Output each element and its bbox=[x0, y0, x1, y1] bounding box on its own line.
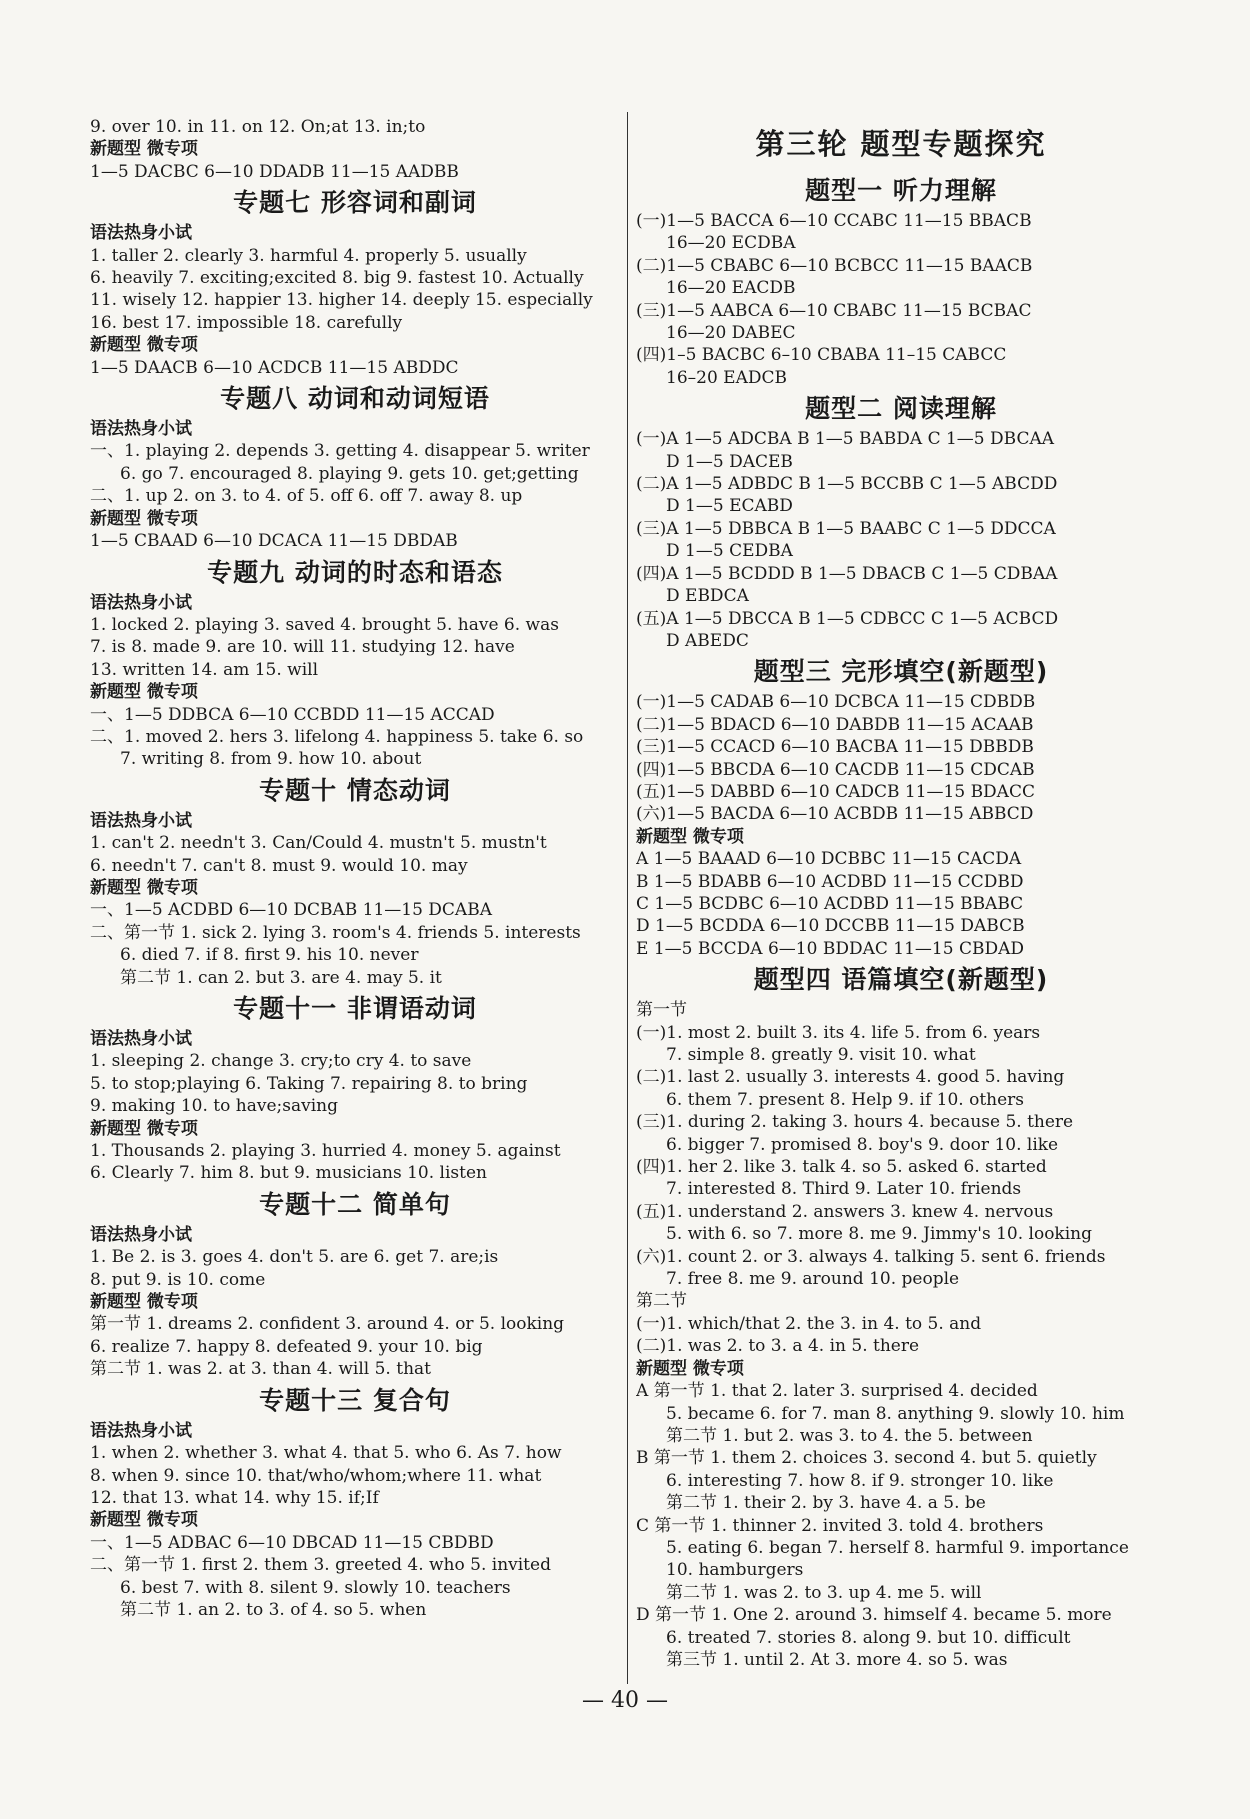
answer-line: (二)1—5 CBABC 6—10 BCBCC 11—15 BAACB bbox=[636, 255, 1033, 276]
answer-line: (一)A 1—5 ADCBA B 1—5 BABDA C 1—5 DBCAA bbox=[636, 429, 1055, 450]
subsection-label: 语法热身小试 bbox=[90, 419, 192, 440]
answer-line: D 1—5 CEDBA bbox=[666, 541, 793, 562]
answer-line: 第二节 1. their 2. by 3. have 4. a 5. be bbox=[666, 1493, 986, 1514]
section-heading: 专题十 情态动词 bbox=[259, 775, 451, 805]
answer-line: 二、1. up 2. on 3. to 4. of 5. off 6. off 7. away 8. up bbox=[90, 486, 523, 507]
subsection-label: 语法热身小试 bbox=[90, 223, 192, 244]
answer-line: 第二节 bbox=[636, 1291, 687, 1312]
answer-line: (三)1—5 CCACD 6—10 BACBA 11—15 DBBDB bbox=[636, 737, 1034, 758]
answer-line: D ABEDC bbox=[666, 630, 749, 651]
answer-line: 1—5 DAACB 6—10 ACDCB 11—15 ABDDC bbox=[90, 357, 459, 378]
answer-line: 16—20 DABEC bbox=[666, 323, 796, 344]
answer-line: 1—5 CBAAD 6—10 DCACA 11—15 DBDAB bbox=[90, 531, 458, 552]
answer-line: 1. when 2. whether 3. what 4. that 5. who 6. As 7. how bbox=[90, 1443, 562, 1464]
answer-line: 1. Be 2. is 3. goes 4. don't 5. are 6. get 7. are;is bbox=[90, 1247, 499, 1268]
answer-line: (一)1—5 CADAB 6—10 DCBCA 11—15 CDBDB bbox=[636, 692, 1036, 713]
answer-line: 二、1. moved 2. hers 3. lifelong 4. happiness 5. take 6. so bbox=[90, 726, 584, 747]
answer-line: 16—20 ECDBA bbox=[666, 233, 796, 254]
answer-line: (二)1. was 2. to 3. a 4. in 5. there bbox=[636, 1336, 920, 1357]
answer-line: 5. to stop;playing 6. Taking 7. repairing 8. to bring bbox=[90, 1073, 528, 1094]
answer-line: 13. written 14. am 15. will bbox=[90, 659, 319, 680]
answer-line: (四)A 1—5 BCDDD B 1—5 DBACB C 1—5 CDBAA bbox=[636, 563, 1058, 584]
answer-line: 12. that 13. what 14. why 15. if;If bbox=[90, 1487, 379, 1508]
answer-line: 6. best 7. with 8. silent 9. slowly 10. teachers bbox=[120, 1577, 511, 1598]
page-number: — 40 — bbox=[582, 1688, 668, 1713]
subsection-label: 新题型 微专项 bbox=[90, 877, 198, 898]
answer-line: D 1—5 BCDDA 6—10 DCCBB 11—15 DABCB bbox=[636, 916, 1025, 937]
answer-line: 6. died 7. if 8. first 9. his 10. never bbox=[120, 945, 419, 966]
answer-line: C 1—5 BCDBC 6—10 ACDBD 11—15 BBABC bbox=[636, 893, 1024, 914]
answer-line: (一)1—5 BACCA 6—10 CCABC 11—15 BBACB bbox=[636, 211, 1032, 231]
answer-line: 6. needn't 7. can't 8. must 9. would 10. may bbox=[90, 855, 468, 876]
answer-line: (四)1. her 2. like 3. talk 4. so 5. asked 6. started bbox=[636, 1157, 1047, 1178]
answer-line: 5. eating 6. began 7. herself 8. harmful 9. importance bbox=[666, 1537, 1129, 1558]
answer-line: 6. heavily 7. exciting;excited 8. big 9. fastest 10. Actually bbox=[90, 268, 584, 289]
subsection-label: 新题型 微专项 bbox=[90, 1292, 198, 1313]
answer-line: 一、1—5 DDBCA 6—10 CCBDD 11—15 ACCAD bbox=[90, 704, 495, 725]
answer-line: 第三节 1. until 2. At 3. more 4. so 5. was bbox=[666, 1649, 1008, 1670]
right-column bbox=[636, 116, 1166, 1671]
answer-line: B 1—5 BDABB 6—10 ACDBD 11—15 CCDBD bbox=[636, 871, 1024, 892]
answer-line: 第二节 1. was 2. at 3. than 4. will 5. that bbox=[90, 1359, 431, 1380]
answer-line: (四)1—5 BBCDA 6—10 CACDB 11—15 CDCAB bbox=[636, 759, 1035, 780]
answer-line: 6. bigger 7. promised 8. boy's 9. door 10. like bbox=[666, 1134, 1059, 1155]
answer-line: C 第一节 1. thinner 2. invited 3. told 4. brothers bbox=[636, 1515, 1044, 1536]
answer-line: A 第一节 1. that 2. later 3. surprised 4. decided bbox=[636, 1381, 1038, 1402]
answer-line: D 1—5 DACEB bbox=[666, 451, 793, 472]
answer-line: 11. wisely 12. happier 13. higher 14. deeply 15. especially bbox=[90, 290, 593, 311]
answer-line: 7. simple 8. greatly 9. visit 10. what bbox=[666, 1045, 976, 1065]
answer-line: (三)1—5 AABCA 6—10 CBABC 11—15 BCBAC bbox=[636, 300, 1032, 321]
answer-line: 6. interesting 7. how 8. if 9. stronger 10. like bbox=[666, 1470, 1054, 1491]
section-heading: 题型四 语篇填空(新题型) bbox=[753, 965, 1049, 995]
answer-line: 1. locked 2. playing 3. saved 4. brought 5. have 6. was bbox=[90, 614, 559, 635]
subsection-label: 新题型 微专项 bbox=[90, 139, 198, 160]
answer-line: 8. put 9. is 10. come bbox=[90, 1269, 266, 1290]
answer-line: 6. realize 7. happy 8. defeated 9. your 10. big bbox=[90, 1336, 483, 1357]
answer-line: 16. best 17. impossible 18. carefully bbox=[90, 312, 403, 333]
answer-line: 1. Thousands 2. playing 3. hurried 4. money 5. against bbox=[90, 1141, 561, 1162]
answer-line: A 1—5 BAAAD 6—10 DCBBC 11—15 CACDA bbox=[636, 849, 1022, 870]
answer-line: (六)1—5 BACDA 6—10 ACBDB 11—15 ABBCD bbox=[636, 804, 1034, 825]
answer-line: 16—20 EACDB bbox=[666, 278, 796, 299]
section-heading: 专题七 形容词和副词 bbox=[233, 188, 477, 218]
answer-line: (五)1. understand 2. answers 3. knew 4. nervous bbox=[636, 1201, 1054, 1222]
subsection-label: 新题型 微专项 bbox=[90, 682, 198, 703]
answer-line: 9. over 10. in 11. on 12. On;at 13. in;to bbox=[90, 117, 426, 137]
answer-line: 1. sleeping 2. change 3. cry;to cry 4. to save bbox=[90, 1051, 472, 1072]
answer-line: 6. treated 7. stories 8. along 9. but 10. difficult bbox=[666, 1627, 1071, 1648]
section-heading: 题型二 阅读理解 bbox=[805, 394, 997, 424]
section-heading: 专题十二 简单句 bbox=[259, 1189, 451, 1219]
section-heading: 专题十三 复合句 bbox=[259, 1385, 451, 1415]
subsection-label: 新题型 微专项 bbox=[90, 508, 198, 529]
answer-line: D 第一节 1. One 2. around 3. himself 4. became 5. more bbox=[636, 1605, 1112, 1626]
left-column bbox=[90, 116, 620, 1621]
subsection-label: 语法热身小试 bbox=[90, 810, 192, 831]
answer-line: 10. hamburgers bbox=[666, 1560, 804, 1581]
answer-line: 第一节 bbox=[636, 1000, 687, 1021]
answer-line: B 第一节 1. them 2. choices 3. second 4. but 5. quietly bbox=[636, 1448, 1097, 1469]
answer-line: 1—5 DACBC 6—10 DDADB 11—15 AADBB bbox=[90, 161, 459, 182]
answer-line: (三)1. during 2. taking 3. hours 4. because 5. there bbox=[636, 1112, 1074, 1133]
answer-line: (五)A 1—5 DBCCA B 1—5 CDBCC C 1—5 ACBCD bbox=[636, 608, 1059, 629]
subsection-label: 语法热身小试 bbox=[90, 1029, 192, 1049]
subsection-label: 语法热身小试 bbox=[90, 1420, 192, 1441]
answer-line: (二)1. last 2. usually 3. interests 4. good 5. having bbox=[636, 1067, 1065, 1088]
answer-line: (三)A 1—5 DBBCA B 1—5 BAABC C 1—5 DDCCA bbox=[636, 518, 1056, 539]
answer-line: 二、第一节 1. sick 2. lying 3. room's 4. friends 5. interests bbox=[90, 922, 581, 943]
answer-line: 第二节 1. an 2. to 3. of 4. so 5. when bbox=[120, 1599, 427, 1620]
section-heading: 专题八 动词和动词短语 bbox=[220, 384, 490, 414]
answer-line: 6. Clearly 7. him 8. but 9. musicians 10. listen bbox=[90, 1163, 487, 1184]
answer-line: (六)1. count 2. or 3. always 4. talking 5. sent 6. friends bbox=[636, 1246, 1106, 1267]
answer-line: 二、第一节 1. first 2. them 3. greeted 4. who 5. invited bbox=[90, 1555, 551, 1576]
answer-line: 6. go 7. encouraged 8. playing 9. gets 10. get;getting bbox=[120, 463, 579, 484]
answer-line: 9. making 10. to have;saving bbox=[90, 1096, 338, 1117]
subsection-label: 新题型 微专项 bbox=[90, 335, 198, 356]
subsection-label: 新题型 微专项 bbox=[90, 1118, 198, 1139]
subsection-label: 新题型 微专项 bbox=[636, 1358, 744, 1379]
answer-line: 6. them 7. present 8. Help 9. if 10. others bbox=[666, 1089, 1025, 1110]
answer-line: 5. became 6. for 7. man 8. anything 9. slowly 10. him bbox=[666, 1403, 1125, 1424]
answer-line: 1. taller 2. clearly 3. harmful 4. properly 5. usually bbox=[90, 245, 527, 266]
answer-line: E 1—5 BCCDA 6—10 BDDAC 11—15 CBDAD bbox=[636, 938, 1024, 959]
answer-line: 一、1—5 ACDBD 6—10 DCBAB 11—15 DCABA bbox=[90, 900, 492, 921]
subsection-label: 语法热身小试 bbox=[90, 592, 192, 613]
section-heading: 题型三 完形填空(新题型) bbox=[753, 657, 1049, 687]
subsection-label: 新题型 微专项 bbox=[636, 826, 744, 847]
answer-line: 7. writing 8. from 9. how 10. about bbox=[120, 749, 422, 770]
answer-line: 7. interested 8. Third 9. Later 10. friends bbox=[666, 1179, 1022, 1200]
section-heading: 第三轮 题型专题探究 bbox=[755, 127, 1047, 161]
answer-line: 一、1. playing 2. depends 3. getting 4. disappear 5. writer bbox=[90, 441, 590, 462]
answer-line: 第二节 1. can 2. but 3. are 4. may 5. it bbox=[120, 967, 442, 988]
answer-line: (一)1. which/that 2. the 3. in 4. to 5. and bbox=[636, 1313, 982, 1334]
subsection-label: 新题型 微专项 bbox=[90, 1510, 198, 1531]
section-heading: 专题十一 非谓语动词 bbox=[233, 994, 477, 1023]
answer-line: (一)1. most 2. built 3. its 4. life 5. from 6. years bbox=[636, 1022, 1041, 1043]
answer-line: D 1—5 ECABD bbox=[666, 496, 793, 517]
answer-line: (二)1—5 BDACD 6—10 DABDB 11—15 ACAAB bbox=[636, 714, 1034, 735]
answer-line: (五)1—5 DABBD 6—10 CADCB 11—15 BDACC bbox=[636, 781, 1035, 802]
answer-line: (二)A 1—5 ADBDC B 1—5 BCCBB C 1—5 ABCDD bbox=[636, 474, 1058, 495]
section-heading: 题型一 听力理解 bbox=[805, 176, 997, 205]
answer-line: 第一节 1. dreams 2. confident 3. around 4. or 5. looking bbox=[90, 1314, 565, 1335]
answer-line: 7. free 8. me 9. around 10. people bbox=[666, 1269, 960, 1290]
answer-line: D EBDCA bbox=[666, 586, 749, 607]
answer-line: (四)1–5 BACBC 6–10 CBABA 11–15 CABCC bbox=[636, 345, 1007, 366]
answer-line: 8. when 9. since 10. that/who/whom;where 11. what bbox=[90, 1465, 542, 1486]
column-divider bbox=[627, 112, 628, 1684]
answer-line: 1. can't 2. needn't 3. Can/Could 4. mustn't 5. mustn't bbox=[90, 833, 547, 854]
answer-line: 5. with 6. so 7. more 8. me 9. Jimmy's 10. looking bbox=[666, 1224, 1092, 1245]
answer-line: 7. is 8. made 9. are 10. will 11. studying 12. have bbox=[90, 637, 515, 658]
subsection-label: 语法热身小试 bbox=[90, 1224, 192, 1245]
answer-line: 一、1—5 ADBAC 6—10 DBCAD 11—15 CBDBD bbox=[90, 1532, 494, 1553]
section-heading: 专题九 动词的时态和语态 bbox=[207, 557, 503, 587]
answer-line: 第二节 1. but 2. was 3. to 4. the 5. between bbox=[666, 1425, 1033, 1446]
answer-line: 16–20 EADCB bbox=[666, 367, 787, 388]
answer-line: 第二节 1. was 2. to 3. up 4. me 5. will bbox=[666, 1582, 982, 1603]
